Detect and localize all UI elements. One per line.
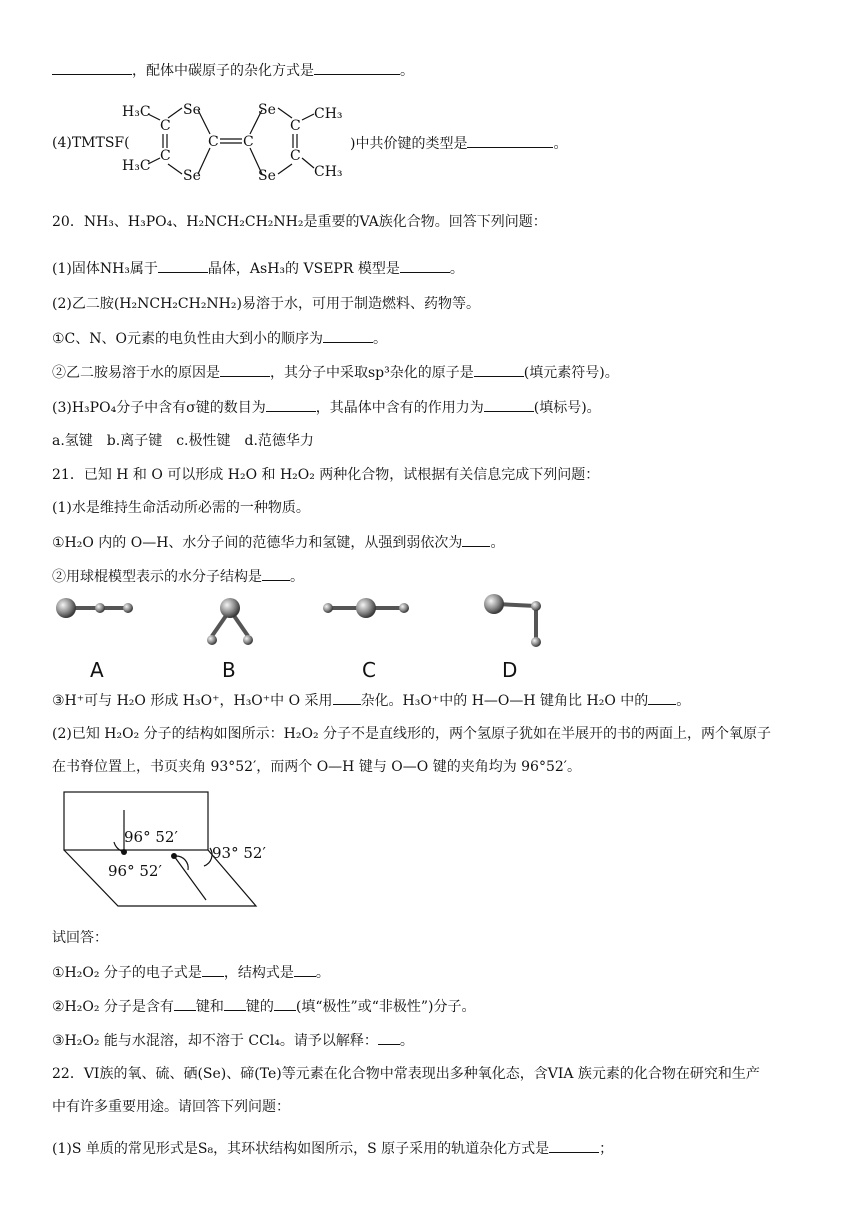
- h2o2-answer-3: ③H₂O₂ 能与水混溶，却不溶于 CCl₄。请予以解释： 。: [52, 1030, 414, 1051]
- q20-intro: 20．NH₃、H₃PO₄、H₂NCH₂CH₂NH₂是重要的VA族化合物。回答下列问题：: [52, 214, 547, 230]
- model-d: [484, 594, 541, 647]
- q22-part1: (1)S 单质的常见形式是S₈，其环状结构如图所示，S 原子采用的轨道杂化方式是 ；: [52, 1138, 613, 1159]
- tmtsf-h3c-bot: H₃C: [122, 158, 151, 174]
- water-models-figure: [40, 590, 560, 690]
- q20-part1: (1)固体NH₃属于 晶体，AsH₃的 VSEPR 模型是 。: [52, 258, 464, 279]
- q4-tmtsf-suffix: )中共价键的类型是 。: [350, 133, 567, 154]
- q20-part3: (3)H₃PO₄分子中含有σ键的数目为 ，其晶体中含有的作用力为 (填标号)。: [52, 397, 601, 418]
- q20-options: a.氢键 b.离子键 c.极性键 d.范德华力: [52, 433, 314, 449]
- model-label-b: B: [222, 658, 236, 682]
- q4-tmtsf-line: (4)TMTSF(: [52, 135, 130, 151]
- tmtsf-ch3-bot: CH₃: [314, 164, 343, 180]
- tmtsf-se-2: Se: [183, 168, 201, 184]
- line-ligand-hybridization: ，配体中碳原子的杂化方式是 。: [52, 60, 414, 81]
- q20-part2-2: ②乙二胺易溶于水的原因是 ，其分子中采取sp³杂化的原子是 (填元素符号)。: [52, 362, 619, 383]
- model-a: [56, 598, 133, 618]
- h2o2-answer-1: ①H₂O₂ 分子的电子式是 ，结构式是 。: [52, 962, 330, 983]
- angle-label-1: 96° 52′: [124, 828, 178, 846]
- q21-part1-2: ②用球棍模型表示的水分子结构是 。: [52, 566, 304, 587]
- tmtsf-c-1: C: [160, 118, 171, 134]
- tmtsf-h3c-top: H₃C: [122, 104, 151, 120]
- model-b: [207, 598, 253, 645]
- tmtsf-se-1: Se: [183, 102, 201, 118]
- tmtsf-se-3: Se: [258, 102, 276, 118]
- q21-part1: (1)水是维持生命活动所必需的一种物质。: [52, 500, 310, 516]
- q21-part2-b: 在书脊位置上，书页夹角 93°52′，而两个 O—H 键与 O—O 键的夹角均为 96°52′。: [52, 759, 581, 775]
- tmtsf-se-4: Se: [258, 168, 276, 184]
- h2o2-answer-2: ②H₂O₂ 分子是含有 键和 键的 (填“极性”或“非极性”)分子。: [52, 996, 475, 1017]
- q22-intro-a: 22．VI族的氧、硫、硒(Se)、碲(Te)等元素在化合物中常表现出多种氧化态，含VIA 族元素的化合物在研究和生产: [52, 1066, 760, 1082]
- ask-label: 试回答：: [52, 930, 108, 946]
- q21-part1-1: ①H₂O 内的 O—H、水分子间的范德华力和氢键，从强到弱依次为 。: [52, 532, 504, 553]
- h2o2-structure-figure: [58, 790, 278, 912]
- tmtsf-c-6: C: [290, 148, 301, 164]
- q21-part2-a: (2)已知 H₂O₂ 分子的结构如图所示：H₂O₂ 分子不是直线形的，两个氢原子犹如在半展开的书的两面上，两个氧原子: [52, 726, 772, 742]
- tmtsf-ch3-top: CH₃: [314, 106, 343, 122]
- model-c: [323, 598, 409, 618]
- model-label-a: A: [90, 658, 104, 682]
- q20-part2-1: ①C、N、O元素的电负性由大到小的顺序为 。: [52, 328, 387, 349]
- q21-part1-3: ③H⁺可与 H₂O 形成 H₃O⁺，H₃O⁺中 O 采用 杂化。H₃O⁺中的 H—O—H 键角比 H₂O 中的 。: [52, 690, 690, 711]
- q21-intro: 21．已知 H 和 O 可以形成 H₂O 和 H₂O₂ 两种化合物，试根据有关信息完成下列问题：: [52, 467, 600, 483]
- tmtsf-c-5: C: [290, 118, 301, 134]
- tmtsf-c-4: C: [243, 134, 254, 150]
- model-label-d: D: [502, 658, 518, 682]
- angle-label-3: 93° 52′: [212, 844, 266, 862]
- model-label-c: C: [362, 658, 376, 682]
- angle-label-2: 96° 52′: [108, 862, 162, 880]
- tmtsf-structure: [118, 96, 350, 190]
- tmtsf-c-2: C: [160, 148, 171, 164]
- q20-part2: (2)乙二胺(H₂NCH₂CH₂NH₂)易溶于水，可用于制造燃料、药物等。: [52, 296, 480, 312]
- tmtsf-c-3: C: [208, 134, 219, 150]
- q22-intro-b: 中有许多重要用途。请回答下列问题：: [52, 1099, 290, 1115]
